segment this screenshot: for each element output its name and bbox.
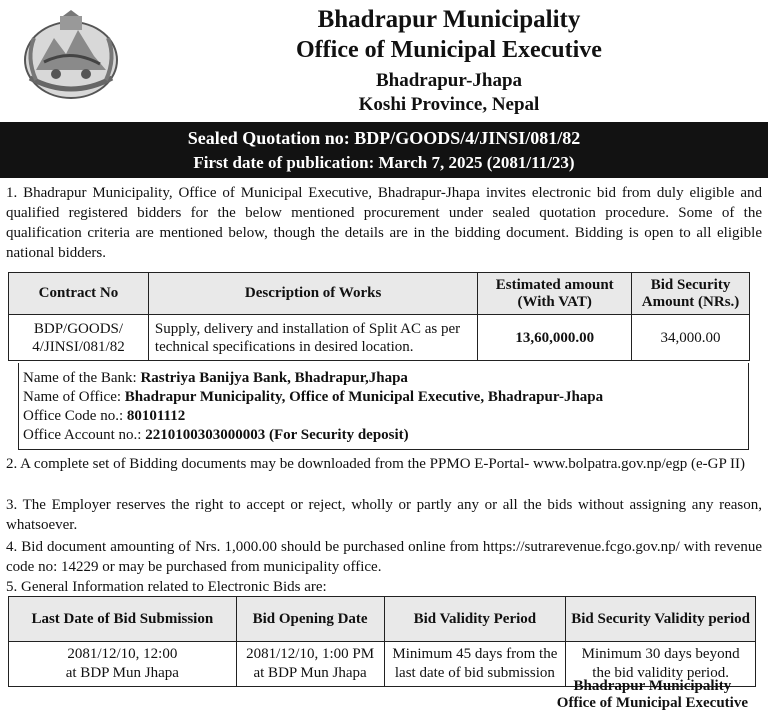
cell-last-date	[9, 642, 237, 687]
office-account-label: Office Account no.:	[23, 427, 146, 443]
nepal-emblem-icon	[16, 8, 126, 108]
contract-table	[8, 272, 750, 361]
office-account-line	[23, 426, 748, 445]
office-code-label: Office Code no.:	[23, 408, 127, 424]
signature-line-2: Office of Municipal Executive	[556, 695, 748, 711]
bank-name-label: Name of the Bank:	[23, 370, 141, 386]
signature-block	[557, 678, 748, 712]
cell-line: last date of bid submission	[394, 665, 555, 681]
office-name-value: Bhadrapur Municipality, Office of Municipal Executive, Bhadrapur-Jhapa	[124, 389, 604, 405]
contract-table-header-row	[9, 273, 750, 315]
bank-name-line	[23, 369, 748, 388]
office-title: Office of Municipal Executive	[296, 37, 602, 63]
quotation-banner	[0, 122, 768, 178]
cell-description: Supply, delivery and installation of Split AC as per technical specifications in desired location.	[148, 315, 477, 361]
paragraph-1: 1. Bhadrapur Municipality, Office of Municipal Executive, Bhadrapur-Jhapa invites electronic bid from duly eligible and qualified registered bidders for the below mentioned procurement under sealed quotation procedure. Some of the qualification criteria are mentioned below, though the details are in the bidding document. Bidding is open to all eligible national bidders.	[6, 185, 762, 261]
cell-line: Minimum 30 days beyond	[581, 646, 740, 662]
province-text: Koshi Province, Nepal	[358, 94, 540, 115]
publication-date: First date of publication: March 7, 2025 (2081/11/23)	[193, 153, 575, 172]
paragraph-3: 3. The Employer reserves the right to accept or reject, wholly or partly any or all the bids without assigning any reason, whatsoever.	[6, 497, 762, 533]
cell-line: at BDP Mun Jhapa	[65, 665, 179, 681]
office-name-line	[23, 388, 748, 407]
col-last-date: Last Date of Bid Submission	[9, 597, 237, 642]
cell-opening-date	[236, 642, 384, 687]
location-text: Bhadrapur-Jhapa	[375, 70, 523, 91]
bank-details-box	[18, 363, 749, 450]
cell-line: at BDP Mun Jhapa	[253, 665, 367, 681]
office-code-value: 80101112	[126, 408, 186, 424]
paragraph-2: 2. A complete set of Bidding documents may be downloaded from the PPMO E-Portal- www.bolpatra.gov.np/egp (e-GP II)	[6, 456, 746, 472]
office-code-line	[23, 407, 748, 426]
col-estimated-amount: Estimated amount (With VAT)	[478, 273, 632, 315]
cell-estimated-amount: 13,60,000.00	[478, 315, 632, 361]
col-contract-no: Contract No	[9, 273, 149, 315]
municipality-title: Bhadrapur Municipality	[317, 6, 581, 33]
paragraph-4: 4. Bid document amounting of Nrs. 1,000.00 should be purchased online from https://sutrarevenue.fcgo.gov.np/ with revenue code no: 14229 or may be purchased from municipality office.	[6, 539, 762, 575]
office-name-label: Name of Office:	[23, 389, 125, 405]
notice-header	[0, 0, 768, 122]
cell-line: 2081/12/10, 1:00 PM	[246, 646, 375, 662]
col-description: Description of Works	[148, 273, 477, 315]
cell-validity-period	[384, 642, 566, 687]
cell-contract-no: BDP/GOODS/ 4/JINSI/081/82	[9, 315, 149, 361]
bid-info-header-row	[9, 597, 756, 642]
col-validity-period: Bid Validity Period	[384, 597, 566, 642]
col-bid-security: Bid Security Amount (NRs.)	[632, 273, 750, 315]
signature-line-1: Bhadrapur Municipality	[573, 678, 732, 694]
cell-line: Minimum 45 days from the	[392, 646, 558, 662]
quotation-number: Sealed Quotation no: BDP/GOODS/4/JINSI/081/82	[187, 128, 581, 148]
cell-line: 2081/12/10, 12:00	[67, 646, 178, 662]
paragraph-5: 5. General Information related to Electronic Bids are:	[6, 579, 327, 595]
table-row	[9, 315, 750, 361]
office-account-value: 2210100303000003 (For Security deposit)	[145, 427, 409, 443]
col-security-validity: Bid Security Validity period	[566, 597, 756, 642]
col-opening-date: Bid Opening Date	[236, 597, 384, 642]
bid-info-table	[8, 596, 756, 687]
cell-bid-security: 34,000.00	[632, 315, 750, 361]
cell-line: the bid validity period.	[592, 665, 729, 681]
bank-name-value: Rastriya Banijya Bank, Bhadrapur,Jhapa	[140, 370, 408, 386]
